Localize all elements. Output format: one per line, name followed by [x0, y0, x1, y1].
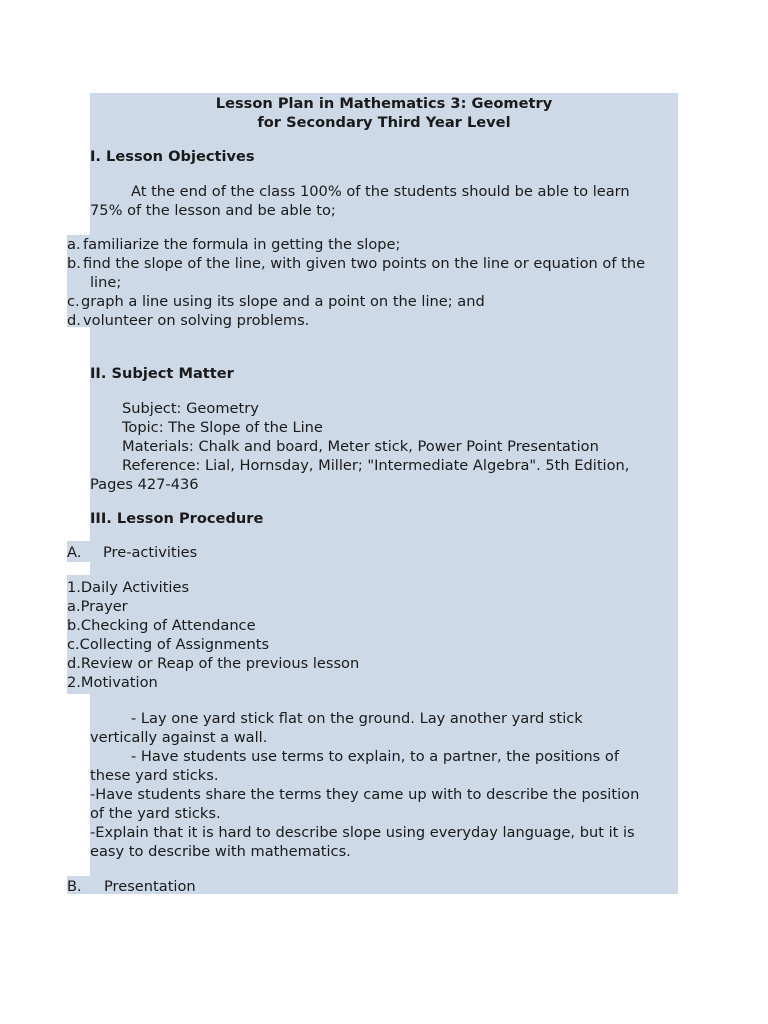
activity-item: c.Collecting of Assignments	[67, 636, 270, 653]
motivation-line: vertically against a wall.	[90, 729, 268, 746]
motivation-line: - Lay one yard stick flat on the ground. Lay another yard stick	[131, 710, 583, 727]
objective-marker: b.	[67, 255, 81, 272]
part-b-marker: B.	[67, 878, 82, 895]
reference-line1: Reference: Lial, Hornsday, Miller; "Intermediate Algebra". 5th Edition,	[122, 457, 630, 474]
intro-paragraph-line2: 75% of the lesson and be able to;	[90, 202, 336, 219]
document-subtitle: for Secondary Third Year Level	[257, 114, 511, 131]
motivation-line: - Have students use terms to explain, to a partner, the positions of	[131, 748, 619, 765]
activity-item: b.Checking of Attendance	[67, 617, 256, 634]
objective-marker: c.	[67, 293, 80, 310]
motivation-line: -Have students share the terms they came up with to describe the position	[90, 786, 640, 803]
activity-item: d.Review or Reap of the previous lesson	[67, 655, 360, 672]
reference-line2: Pages 427-436	[90, 476, 199, 493]
part-a-label: Pre-activities	[103, 544, 198, 561]
intro-paragraph-line1: At the end of the class 100% of the students should be able to learn	[131, 183, 630, 200]
subject-line: Subject: Geometry	[122, 400, 259, 417]
section-heading-objectives: I. Lesson Objectives	[90, 148, 255, 165]
objective-marker: d.	[67, 312, 81, 329]
objective-text: volunteer on solving problems.	[83, 312, 310, 329]
activity-item: 2.Motivation	[67, 674, 158, 691]
materials-line: Materials: Chalk and board, Meter stick, Power Point Presentation	[122, 438, 599, 455]
section-heading-lesson-procedure: III. Lesson Procedure	[90, 510, 264, 527]
motivation-line: -Explain that it is hard to describe slope using everyday language, but it is	[90, 824, 635, 841]
part-b-label: Presentation	[104, 878, 196, 895]
section-heading-subject-matter: II. Subject Matter	[90, 365, 234, 382]
document-title: Lesson Plan in Mathematics 3: Geometry	[215, 95, 553, 112]
objective-text: familiarize the formula in getting the slope;	[83, 236, 401, 253]
objective-text-continuation: line;	[90, 274, 122, 291]
motivation-line: of the yard sticks.	[90, 805, 221, 822]
objective-text: graph a line using its slope and a point on the line; and	[81, 293, 485, 310]
activity-item: a.Prayer	[67, 598, 128, 615]
topic-line: Topic: The Slope of the Line	[122, 419, 323, 436]
motivation-line: these yard sticks.	[90, 767, 219, 784]
objective-text: find the slope of the line, with given two points on the line or equation of the	[83, 255, 646, 272]
part-a-marker: A.	[67, 544, 82, 561]
motivation-line: easy to describe with mathematics.	[90, 843, 351, 860]
activity-item: 1.Daily Activities	[67, 579, 190, 596]
objective-marker: a.	[67, 236, 81, 253]
